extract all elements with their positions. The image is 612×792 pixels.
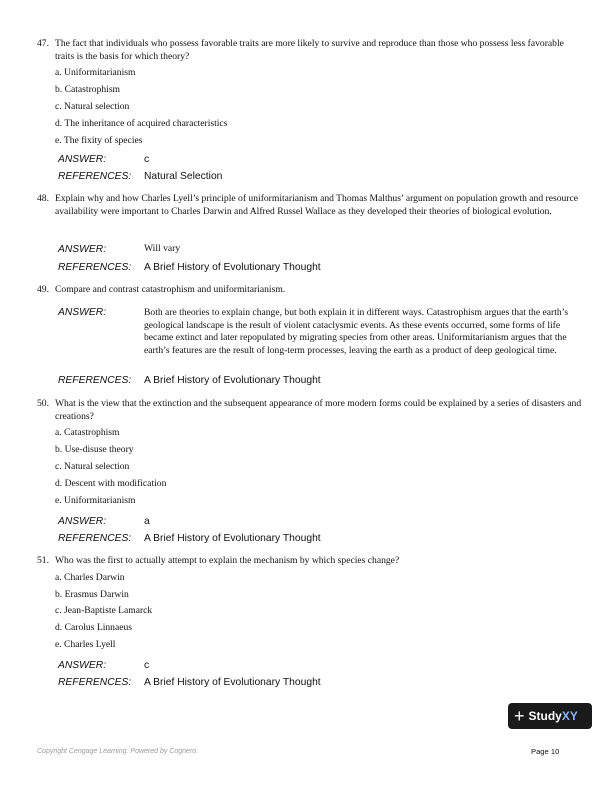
option-a: a. Catastrophism bbox=[55, 427, 120, 439]
answer-value: Both are theories to explain change, but both explain it in different ways. Catastrophism argues that the earth’s geological landscape is the result of violent cataclysmic events. As these events occurred, some forms of life became extinct and later repopulated by migrating species from other areas. Uniformitarianism argues that the earth’s features are the result of long-term processes, leaving the earth as a product of deep geological time. bbox=[144, 307, 569, 356]
answer-row bbox=[58, 306, 588, 357]
question-number: 47. bbox=[37, 38, 49, 49]
references-label: REFERENCES: bbox=[58, 677, 132, 688]
option-e: e. The fixity of species bbox=[55, 134, 143, 146]
references-row bbox=[58, 261, 588, 275]
references-row bbox=[58, 676, 588, 690]
references-value: A Brief History of Evolutionary Thought bbox=[144, 677, 321, 688]
brand-xy: XY bbox=[561, 709, 578, 723]
question-number: 49. bbox=[37, 284, 49, 295]
answer-row bbox=[58, 153, 588, 167]
footer-copyright: Copyright Cengage Learning. Powered by Cognero. bbox=[37, 748, 199, 755]
option-b: b. Catastrophism bbox=[55, 84, 121, 96]
references-value: A Brief History of Evolutionary Thought bbox=[144, 533, 321, 544]
brand-study: Study bbox=[528, 709, 562, 723]
references-value: Natural Selection bbox=[144, 171, 223, 182]
answer-row bbox=[58, 243, 588, 256]
references-row bbox=[58, 170, 588, 184]
option-a: a. Charles Darwin bbox=[55, 571, 125, 583]
plus-icon: + bbox=[514, 706, 525, 726]
option-b: b. Use-disuse theory bbox=[55, 444, 134, 456]
option-e: e. Uniformitarianism bbox=[55, 494, 136, 506]
page-number: Page 10 bbox=[531, 747, 560, 756]
question-49 bbox=[37, 284, 585, 297]
answer-label: ANSWER: bbox=[58, 660, 107, 671]
question-50 bbox=[37, 398, 585, 507]
answer-value: c bbox=[144, 154, 150, 165]
references-label: REFERENCES: bbox=[58, 533, 132, 544]
answer-row bbox=[58, 515, 588, 529]
references-label: REFERENCES: bbox=[58, 375, 132, 386]
option-e: e. Charles Lyell bbox=[55, 638, 116, 650]
answer-label: ANSWER: bbox=[58, 244, 107, 255]
question-51 bbox=[37, 555, 585, 652]
option-b: b. Erasmus Darwin bbox=[55, 588, 129, 600]
question-48 bbox=[37, 193, 585, 218]
option-a: a. Uniformitarianism bbox=[55, 67, 136, 79]
question-number: 51. bbox=[37, 555, 49, 566]
answer-label: ANSWER: bbox=[58, 516, 107, 527]
question-stem: Who was the first to actually attempt to explain the mechanism by which species change? bbox=[55, 555, 400, 566]
question-number: 48. bbox=[37, 193, 49, 204]
option-d: d. The inheritance of acquired characteristics bbox=[55, 117, 228, 129]
answer-label: ANSWER: bbox=[58, 154, 107, 165]
answer-label: ANSWER: bbox=[58, 307, 107, 318]
question-number: 50. bbox=[37, 398, 49, 409]
option-c: c. Natural selection bbox=[55, 460, 130, 472]
answer-value: Will vary bbox=[144, 243, 181, 254]
references-label: REFERENCES: bbox=[58, 262, 132, 273]
question-47 bbox=[37, 38, 585, 147]
option-d: d. Carolus Linnaeus bbox=[55, 622, 133, 634]
option-c: c. Natural selection bbox=[55, 100, 130, 112]
studyxy-badge[interactable] bbox=[508, 703, 592, 729]
answer-value: a bbox=[144, 516, 150, 527]
option-c: c. Jean-Baptiste Lamarck bbox=[55, 605, 153, 617]
answer-row bbox=[58, 659, 588, 673]
question-stem: Compare and contrast catastrophism and uniformitarianism. bbox=[55, 284, 286, 295]
references-row bbox=[58, 532, 588, 546]
references-value: A Brief History of Evolutionary Thought bbox=[144, 262, 321, 273]
question-stem: What is the view that the extinction and the subsequent appearance of more modern forms could be explained by a series of disasters and creations? bbox=[55, 398, 582, 422]
question-stem: The fact that individuals who possess favorable traits are more likely to survive and reproduce than those who possess less favorable traits is the basis for which theory? bbox=[55, 38, 564, 62]
references-label: REFERENCES: bbox=[58, 171, 132, 182]
references-row bbox=[58, 374, 588, 388]
question-stem: Explain why and how Charles Lyell’s principle of uniformitarianism and Thomas Malthus’ argument on population growth and resource availability were important to Charles Darwin and Alfred Russel Wallace as they developed their theories of biological evolution. bbox=[55, 193, 579, 217]
option-d: d. Descent with modification bbox=[55, 477, 167, 489]
references-value: A Brief History of Evolutionary Thought bbox=[144, 375, 321, 386]
answer-value: c bbox=[144, 660, 150, 671]
